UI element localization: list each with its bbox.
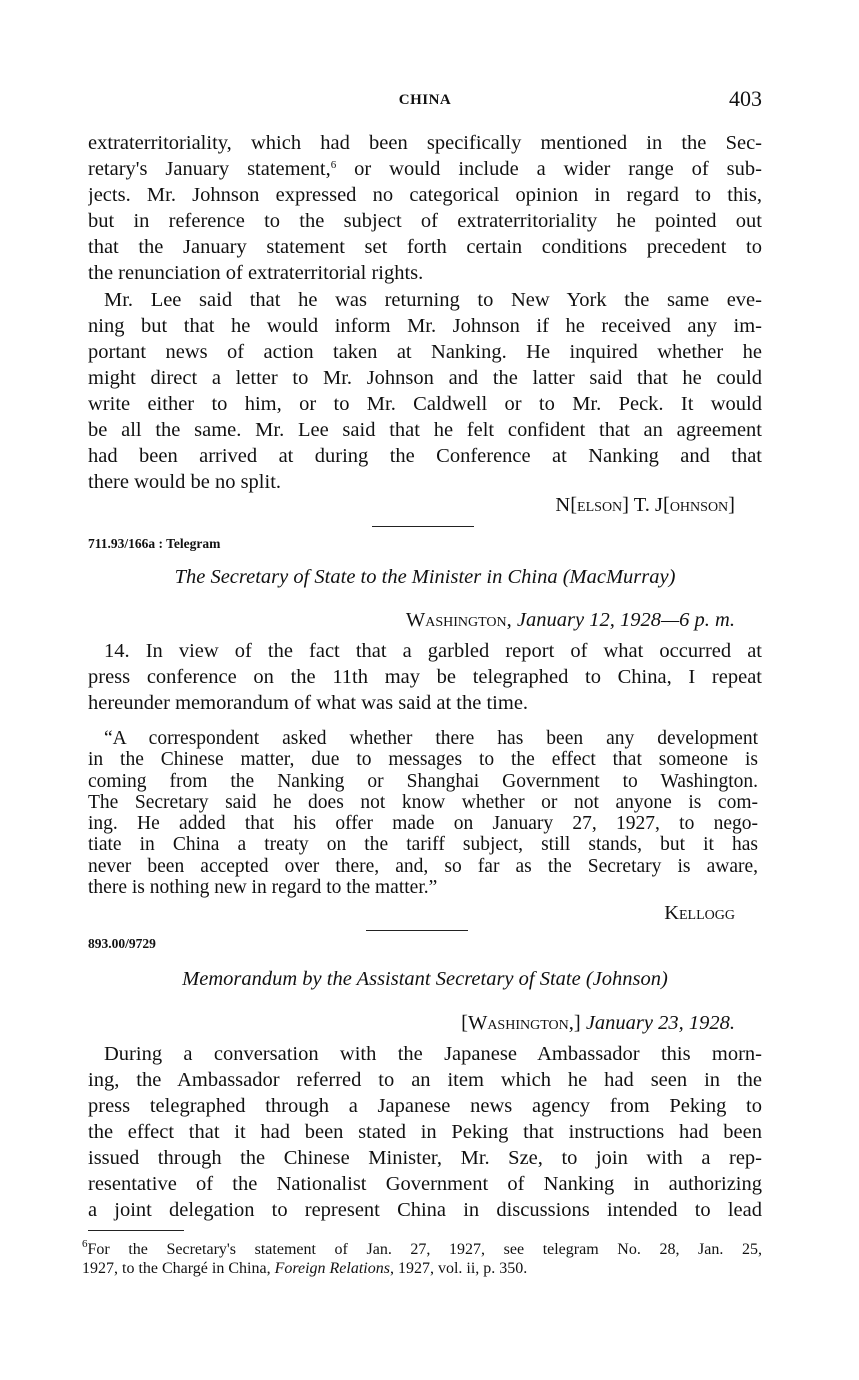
document-heading: The Secretary of State to the Minister in China (MacMurray) bbox=[174, 566, 676, 588]
quoted-memorandum bbox=[88, 728, 758, 898]
file-number: 711.93/166a : Telegram bbox=[88, 536, 221, 551]
footnote-ref: 6 bbox=[330, 159, 337, 171]
running-title: CHINA bbox=[398, 92, 452, 108]
text-line: never been accepted over there, and, so far as the Secretary is aware, bbox=[88, 855, 758, 877]
text-line: the effect that it had been stated in Peking that instructions had been bbox=[88, 1121, 762, 1143]
text-line: that the January statement set forth certain conditions precedent to bbox=[88, 236, 762, 258]
text-line: hereunder memorandum of what was said at the time. bbox=[88, 692, 529, 714]
dateline: [Washington,] January 23, 1928. bbox=[461, 1012, 735, 1034]
paragraph-lee bbox=[88, 287, 762, 495]
text-line: the renunciation of extraterritorial rights. bbox=[88, 262, 424, 284]
text-line: be all the same. Mr. Lee said that he felt confident that an agreement bbox=[88, 419, 762, 441]
text-line: tiate in China a treaty on the tariff subject, still stands, but it has bbox=[88, 834, 758, 856]
footnote-line: $^6$For the Secretary's statement of Jan. 27, 1927, see telegram No. 28, Jan. 25, bbox=[82, 1238, 762, 1258]
text-line: portant news of action taken at Nanking. He inquired whether he bbox=[88, 341, 762, 363]
section-divider bbox=[366, 930, 468, 931]
text-line: ning but that he would inform Mr. Johnson if he received any im- bbox=[88, 315, 762, 337]
text-line: resentative of the Nationalist Government of Nanking in authorizing bbox=[88, 1173, 762, 1195]
page-number: 403 bbox=[729, 86, 762, 111]
text-line: had been arrived at during the Conference at Nanking and that bbox=[88, 445, 762, 467]
text-line: in the Chinese matter, due to messages to the effect that someone is bbox=[88, 749, 758, 771]
text-line: there would be no split. bbox=[88, 471, 282, 493]
text-line: retary's January statement,$^6$ or would include a wider range of sub- bbox=[88, 158, 762, 180]
text-line: jects. Mr. Johnson expressed no categorical opinion in regard to this, bbox=[88, 184, 762, 206]
text-line: coming from the Nanking or Shanghai Government to Washington. bbox=[88, 770, 758, 792]
text-line: Mr. Lee said that he was returning to New York the same eve- bbox=[104, 289, 762, 311]
section-divider bbox=[372, 526, 474, 527]
document-heading: Memorandum by the Assistant Secretary of State (Johnson) bbox=[182, 968, 668, 990]
signature-johnson: N[elson] T. J[ohnson] bbox=[555, 494, 735, 516]
text-line: issued through the Chinese Minister, Mr. Sze, to join with a rep- bbox=[88, 1147, 762, 1169]
text-line: During a conversation with the Japanese Ambassador this morn- bbox=[104, 1043, 762, 1065]
text-line: extraterritoriality, which had been specifically mentioned in the Sec- bbox=[88, 132, 762, 154]
text-line: a joint delegation to represent China in discussions intended to lead bbox=[88, 1199, 762, 1221]
text-line: might direct a letter to Mr. Johnson and the latter said that he could bbox=[88, 367, 762, 389]
text-line: 14. In view of the fact that a garbled report of what occurred at bbox=[104, 640, 762, 662]
running-header bbox=[88, 86, 762, 116]
text-line: The Secretary said he does not know whether or not anyone is com- bbox=[88, 791, 758, 813]
signature-kellogg: Kellogg bbox=[664, 902, 735, 924]
paragraph-continuation bbox=[88, 130, 762, 286]
text-line: write either to him, or to Mr. Caldwell or to Mr. Peck. It would bbox=[88, 393, 762, 415]
text-line: press telegraphed through a Japanese news agency from Peking to bbox=[88, 1095, 762, 1117]
text-line: but in reference to the subject of extraterritoriality he pointed out bbox=[88, 210, 762, 232]
dateline: Washington, January 12, 1928—6 p. m. bbox=[405, 609, 735, 631]
text-line: “A correspondent asked whether there has been any development bbox=[104, 728, 758, 749]
memorandum-paragraph bbox=[88, 1041, 762, 1223]
telegram-paragraph bbox=[88, 638, 762, 716]
footnote-line: 1927, to the Chargé in China, Foreign Relations, 1927, vol. ii, p. 350. bbox=[82, 1260, 528, 1277]
text-line: there is nothing new in regard to the matter.” bbox=[88, 877, 438, 899]
text-line: ing, the Ambassador referred to an item which he had seen in the bbox=[88, 1069, 762, 1091]
text-line: press conference on the 11th may be telegraphed to China, I repeat bbox=[88, 666, 762, 688]
footnote-divider bbox=[88, 1230, 184, 1231]
footnote bbox=[82, 1240, 762, 1278]
footnote-marker: 6 bbox=[82, 1238, 88, 1250]
file-number: 893.00/9729 bbox=[88, 936, 156, 951]
text-line: ing. He added that his offer made on January 27, 1927, to nego- bbox=[88, 813, 758, 835]
